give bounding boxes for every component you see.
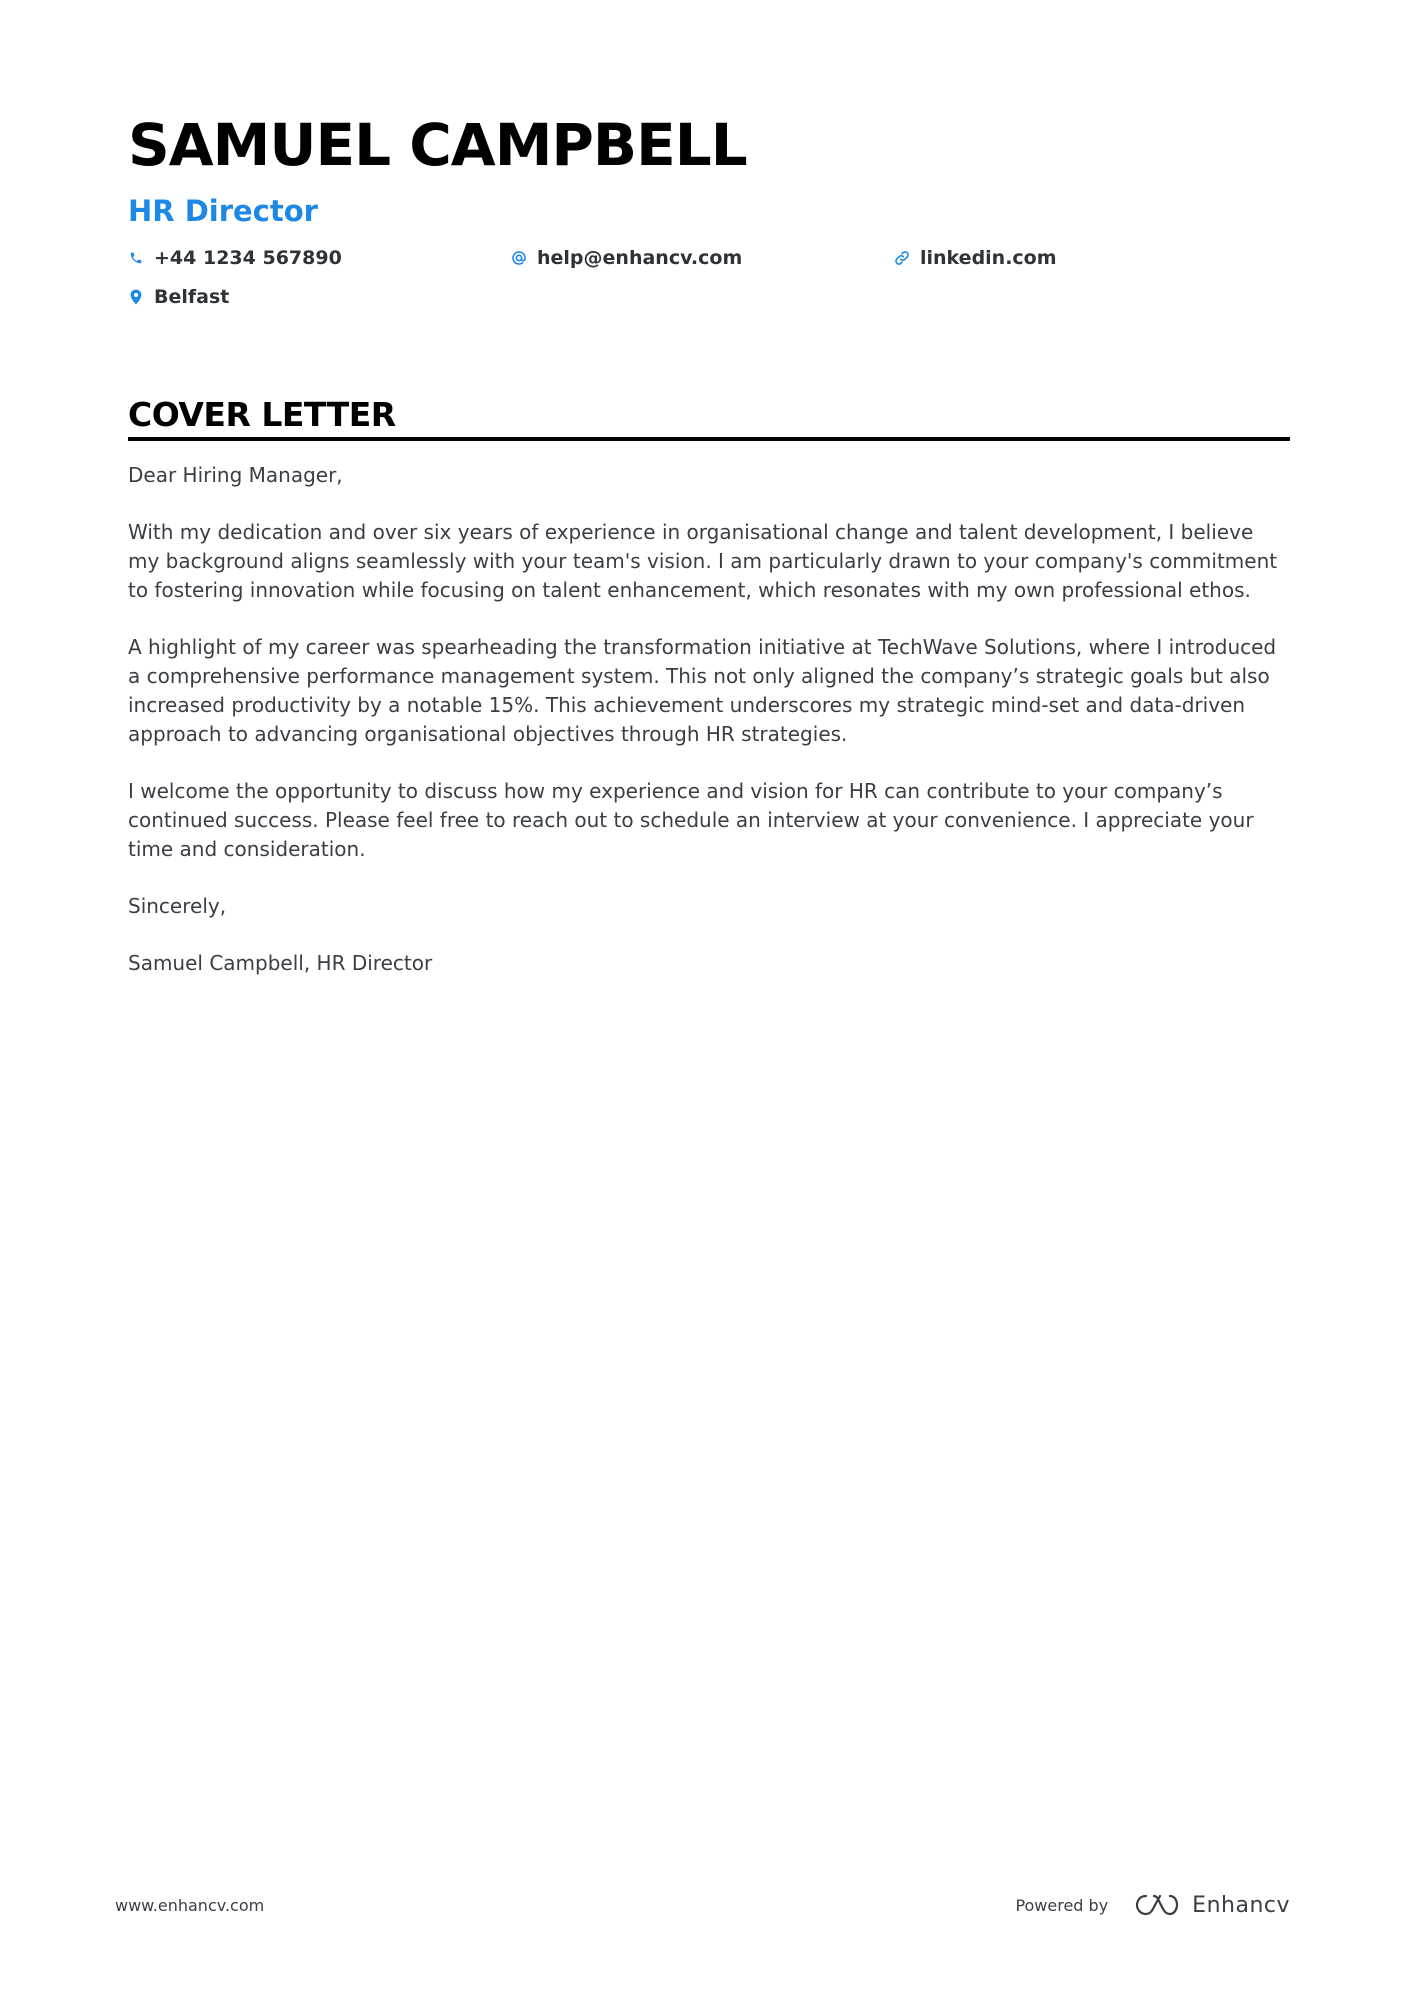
phone-icon: [128, 250, 144, 266]
letter-paragraph: I welcome the opportunity to discuss how my experience and vision for HR can contribute to your company’s continued success. Please feel free to reach out to schedule an interview at your convenience. I appreciate your time and consideration.: [128, 779, 1254, 861]
section-title: COVER LETTER: [128, 395, 396, 434]
powered-by-label: Powered by: [1015, 1895, 1109, 1915]
letter-closing: Sincerely,: [128, 894, 227, 918]
footer-website[interactable]: www.enhancv.com: [115, 1896, 265, 1915]
letter-paragraph: A highlight of my career was spearheading the transformation initiative at TechWave Solutions, where I introduced a comprehensive performance management system. This not only aligned the company’s strategic goals but also increased productivity by a notable 15%. This achievement underscores my strategic mind-set and data-driven approach to advancing organisational objectives through HR strategies.: [128, 635, 1277, 746]
brand-name: Enhancv: [1192, 1892, 1290, 1918]
letter-paragraph: With my dedication and over six years of experience in organisational change and talent development, I believe my background aligns seamlessly with your team's vision. I am particularly drawn to your company's commitment to fostering innovation while focusing on talent enhancement, which resonates with my own professional ethos.: [128, 520, 1278, 602]
cover-letter-section: [128, 393, 1290, 1006]
at-icon: [511, 250, 527, 266]
letter-body: [128, 461, 1290, 978]
resume-header: [128, 105, 1290, 325]
contact-location: [128, 284, 229, 310]
footer-branding: [1015, 1888, 1290, 1922]
letter-signature: Samuel Campbell, HR Director: [128, 951, 433, 975]
email-text[interactable]: help@enhancv.com: [537, 247, 743, 269]
map-pin-icon: [128, 289, 144, 305]
contact-info: [128, 245, 1290, 325]
section-divider: [128, 437, 1290, 441]
contact-email: [511, 245, 742, 271]
phone-text[interactable]: +44 1234 567890: [154, 247, 342, 269]
location-text: Belfast: [154, 286, 230, 308]
candidate-name: SAMUEL CAMPBELL: [128, 111, 747, 179]
contact-link: [894, 245, 1057, 271]
contact-phone: [128, 245, 342, 271]
link-text[interactable]: linkedin.com: [920, 247, 1057, 269]
letter-greeting: Dear Hiring Manager,: [128, 463, 343, 487]
link-icon: [894, 250, 910, 266]
candidate-title: HR Director: [128, 194, 318, 228]
enhancv-logo-icon: [1134, 1892, 1180, 1918]
